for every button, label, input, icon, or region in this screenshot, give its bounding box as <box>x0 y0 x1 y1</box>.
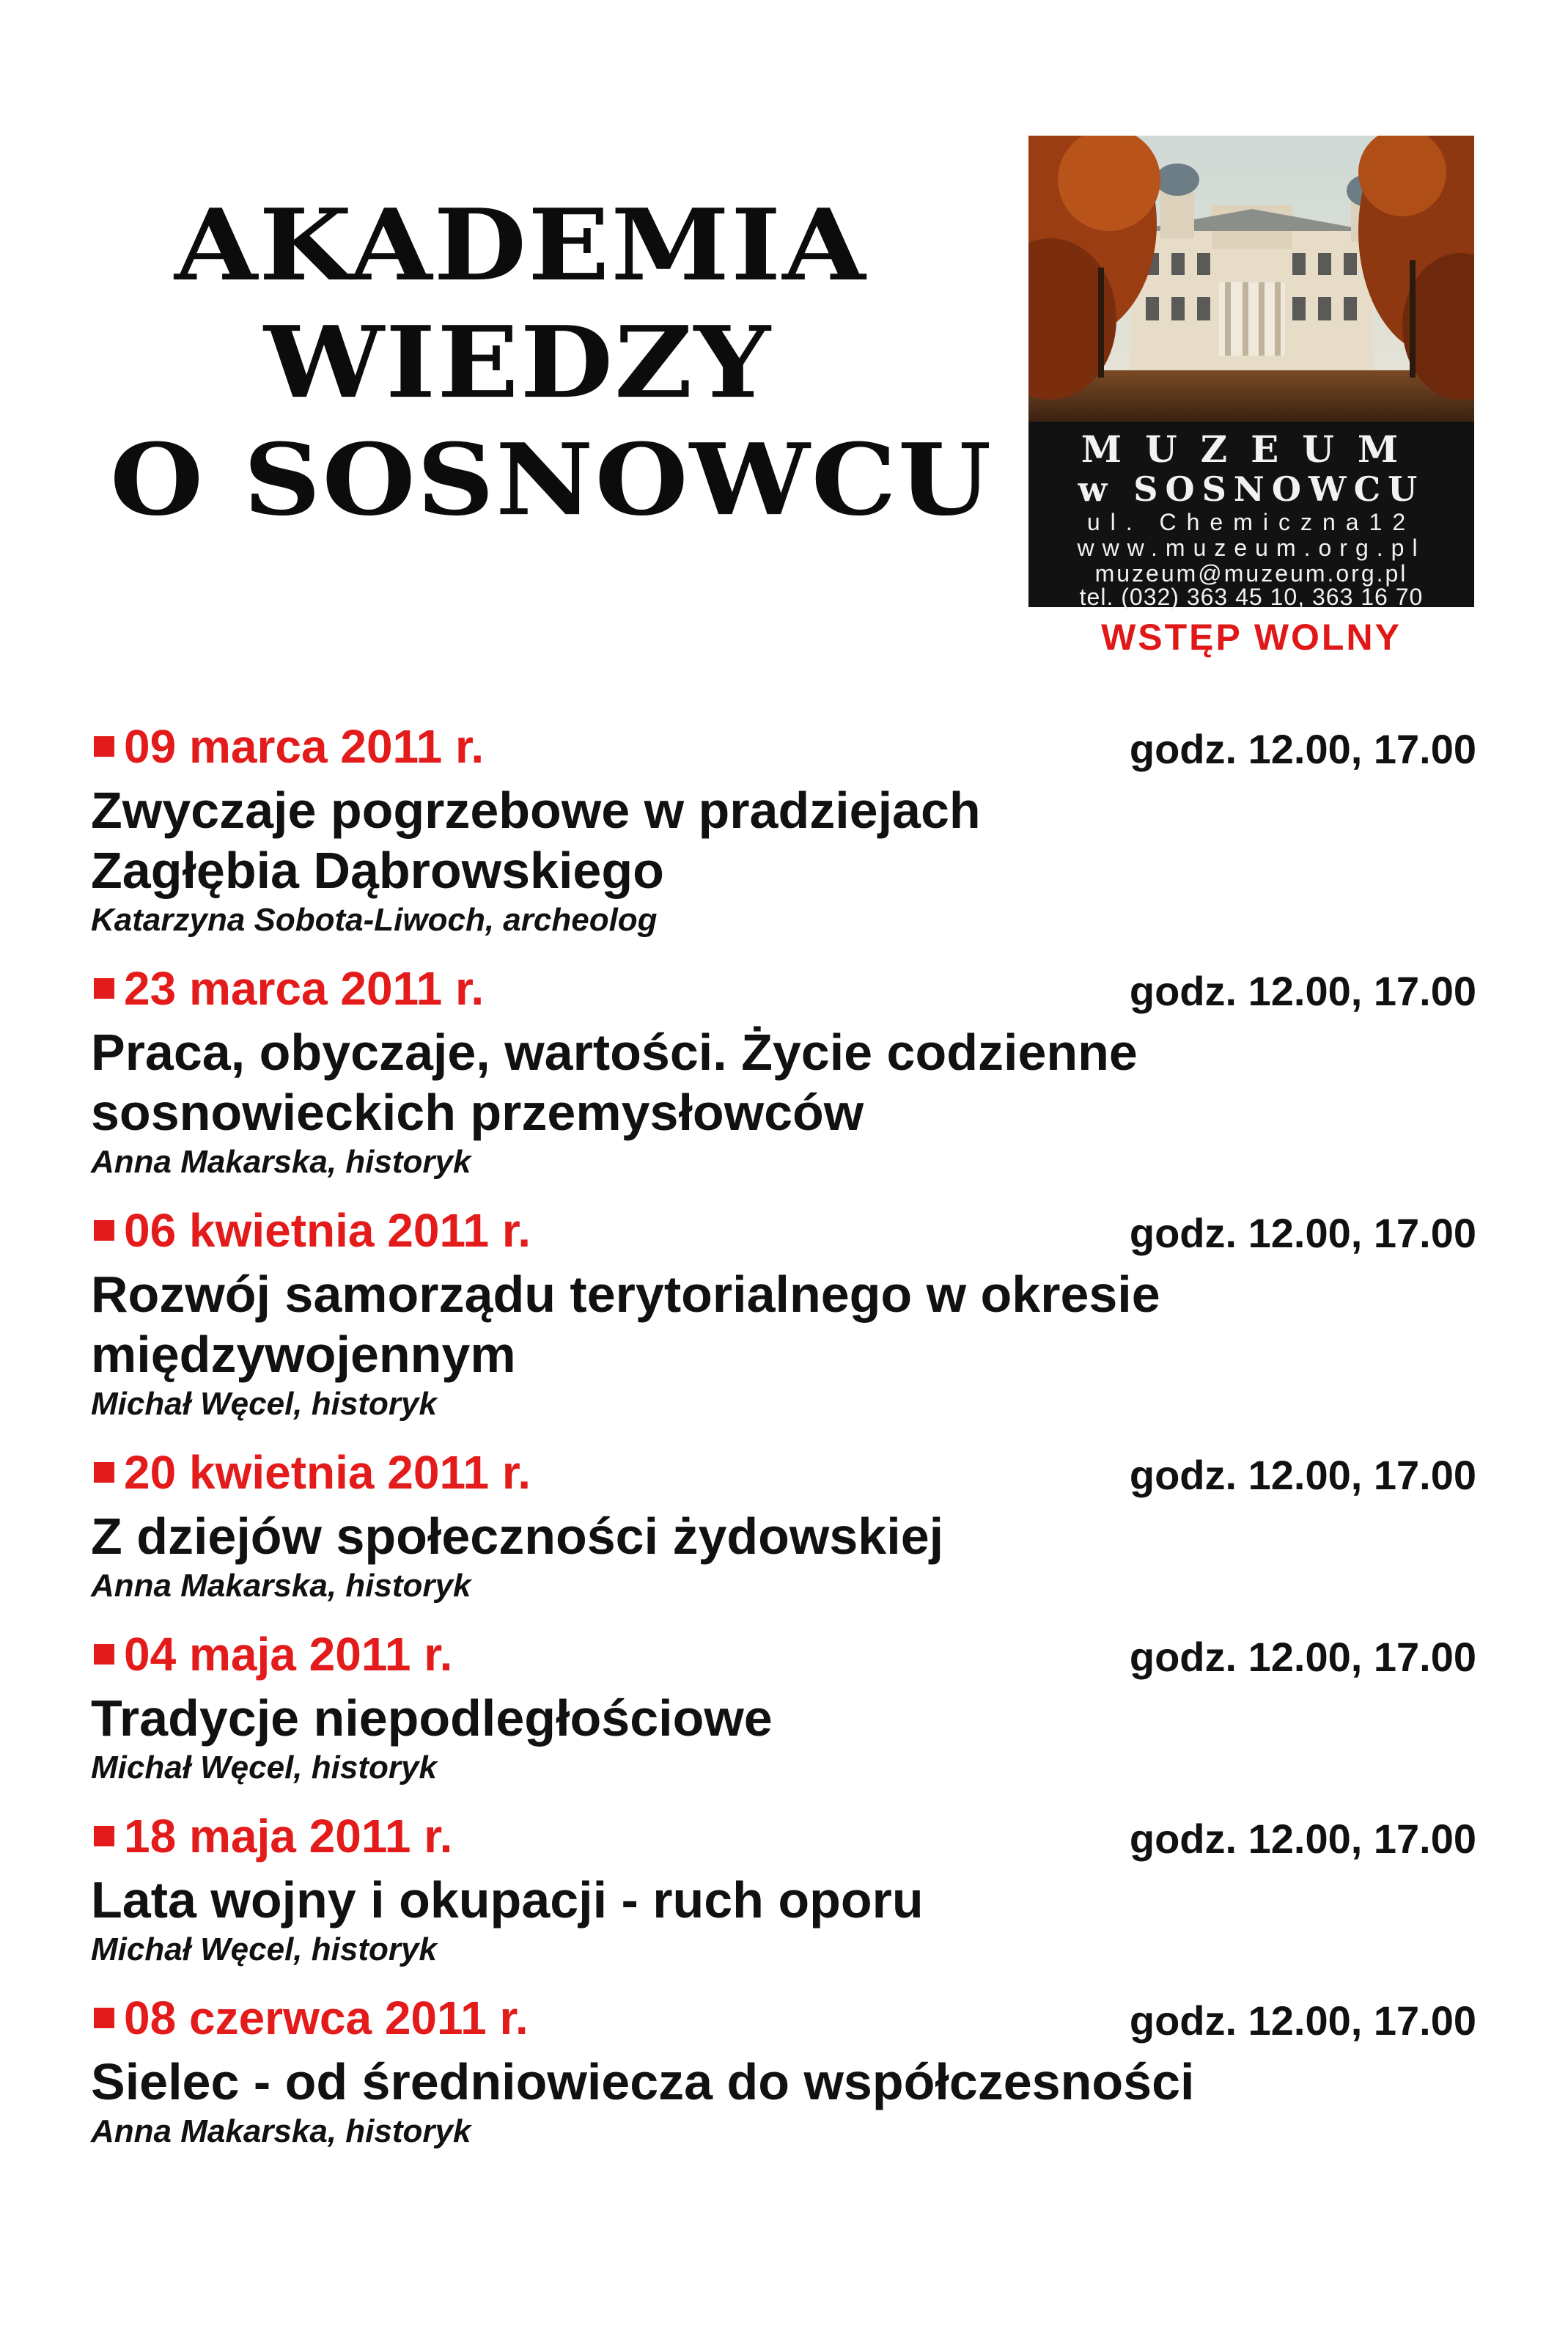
event-item <box>91 1626 1476 1788</box>
bullet-icon <box>94 1644 114 1665</box>
title-line-1: AKADEMIA <box>174 188 867 304</box>
bullet-icon <box>94 1462 114 1483</box>
event-title-line: Rozwój samorządu terytorialnego w okresie <box>91 1266 1160 1323</box>
museum-street: ul. Chemiczna12 <box>1086 509 1416 535</box>
event-time: godz. 12.00, 17.00 <box>1129 1816 1476 1862</box>
museum-name: MUZEUM <box>1081 427 1422 471</box>
event-title-line: sosnowieckich przemysłowców <box>91 1084 864 1141</box>
admission-free-label: WSTĘP WOLNY <box>1101 617 1402 658</box>
event-date: 06 kwietnia 2011 r. <box>124 1204 531 1257</box>
bullet-icon <box>94 736 114 757</box>
event-speaker: Michał Węcel, historyk <box>91 1931 437 1967</box>
event-date: 20 kwietnia 2011 r. <box>124 1446 531 1499</box>
event-date: 18 maja 2011 r. <box>124 1810 453 1863</box>
event-item <box>91 1203 1476 1424</box>
event-item <box>91 719 1476 940</box>
bullet-icon <box>94 1826 114 1846</box>
event-item <box>91 1445 1476 1606</box>
bullet-icon <box>94 2008 114 2028</box>
event-title-line: Zagłębia Dąbrowskiego <box>91 842 664 899</box>
museum-phone: tel. (032) 363 45 10, 363 16 70 <box>1079 584 1424 610</box>
title-line-2: WIEDZY <box>264 305 772 421</box>
event-item <box>91 961 1476 1182</box>
event-speaker: Katarzyna Sobota-Liwoch, archeolog <box>91 902 658 938</box>
museum-email: muzeum@muzeum.org.pl <box>1094 560 1408 587</box>
event-time: godz. 12.00, 17.00 <box>1129 1452 1476 1498</box>
event-title-line: międzywojennym <box>91 1326 516 1383</box>
event-item <box>91 1808 1476 1970</box>
museum-info-block <box>1028 136 1474 610</box>
event-speaker: Michał Węcel, historyk <box>91 1386 437 1422</box>
event-title-line: Tradycje niepodległościowe <box>91 1689 773 1747</box>
event-title-line: Lata wojny i okupacji - ruch oporu <box>91 1871 924 1929</box>
event-title-line: Praca, obyczaje, wartości. Życie codzienne <box>91 1024 1138 1081</box>
event-date: 09 marca 2011 r. <box>124 720 485 773</box>
event-title-line: Zwyczaje pogrzebowe w pradziejach <box>91 782 981 839</box>
event-speaker: Anna Makarska, historyk <box>91 1144 471 1180</box>
event-speaker: Anna Makarska, historyk <box>91 2113 471 2149</box>
bullet-icon <box>94 1220 114 1241</box>
event-time: godz. 12.00, 17.00 <box>1129 1210 1476 1256</box>
event-time: godz. 12.00, 17.00 <box>1129 1634 1476 1680</box>
museum-subtitle: w SOSNOWCU <box>1078 469 1425 509</box>
event-item <box>91 1990 1476 2151</box>
event-time: godz. 12.00, 17.00 <box>1129 1997 1476 2044</box>
event-speaker: Anna Makarska, historyk <box>91 1568 471 1604</box>
event-date: 23 marca 2011 r. <box>124 962 485 1015</box>
event-speaker: Michał Węcel, historyk <box>91 1750 437 1786</box>
event-date: 08 czerwca 2011 r. <box>124 1992 529 2044</box>
event-title-line: Z dziejów społeczności żydowskiej <box>91 1508 944 1565</box>
event-date: 04 maja 2011 r. <box>124 1628 453 1681</box>
museum-website: www.muzeum.org.pl <box>1077 535 1426 561</box>
event-time: godz. 12.00, 17.00 <box>1129 968 1476 1014</box>
bullet-icon <box>94 978 114 999</box>
event-title-line: Sielec - od średniowiecza do współczesności <box>91 2053 1195 2110</box>
title-line-3: O SOSNOWCU <box>110 422 993 538</box>
event-time: godz. 12.00, 17.00 <box>1129 726 1476 772</box>
